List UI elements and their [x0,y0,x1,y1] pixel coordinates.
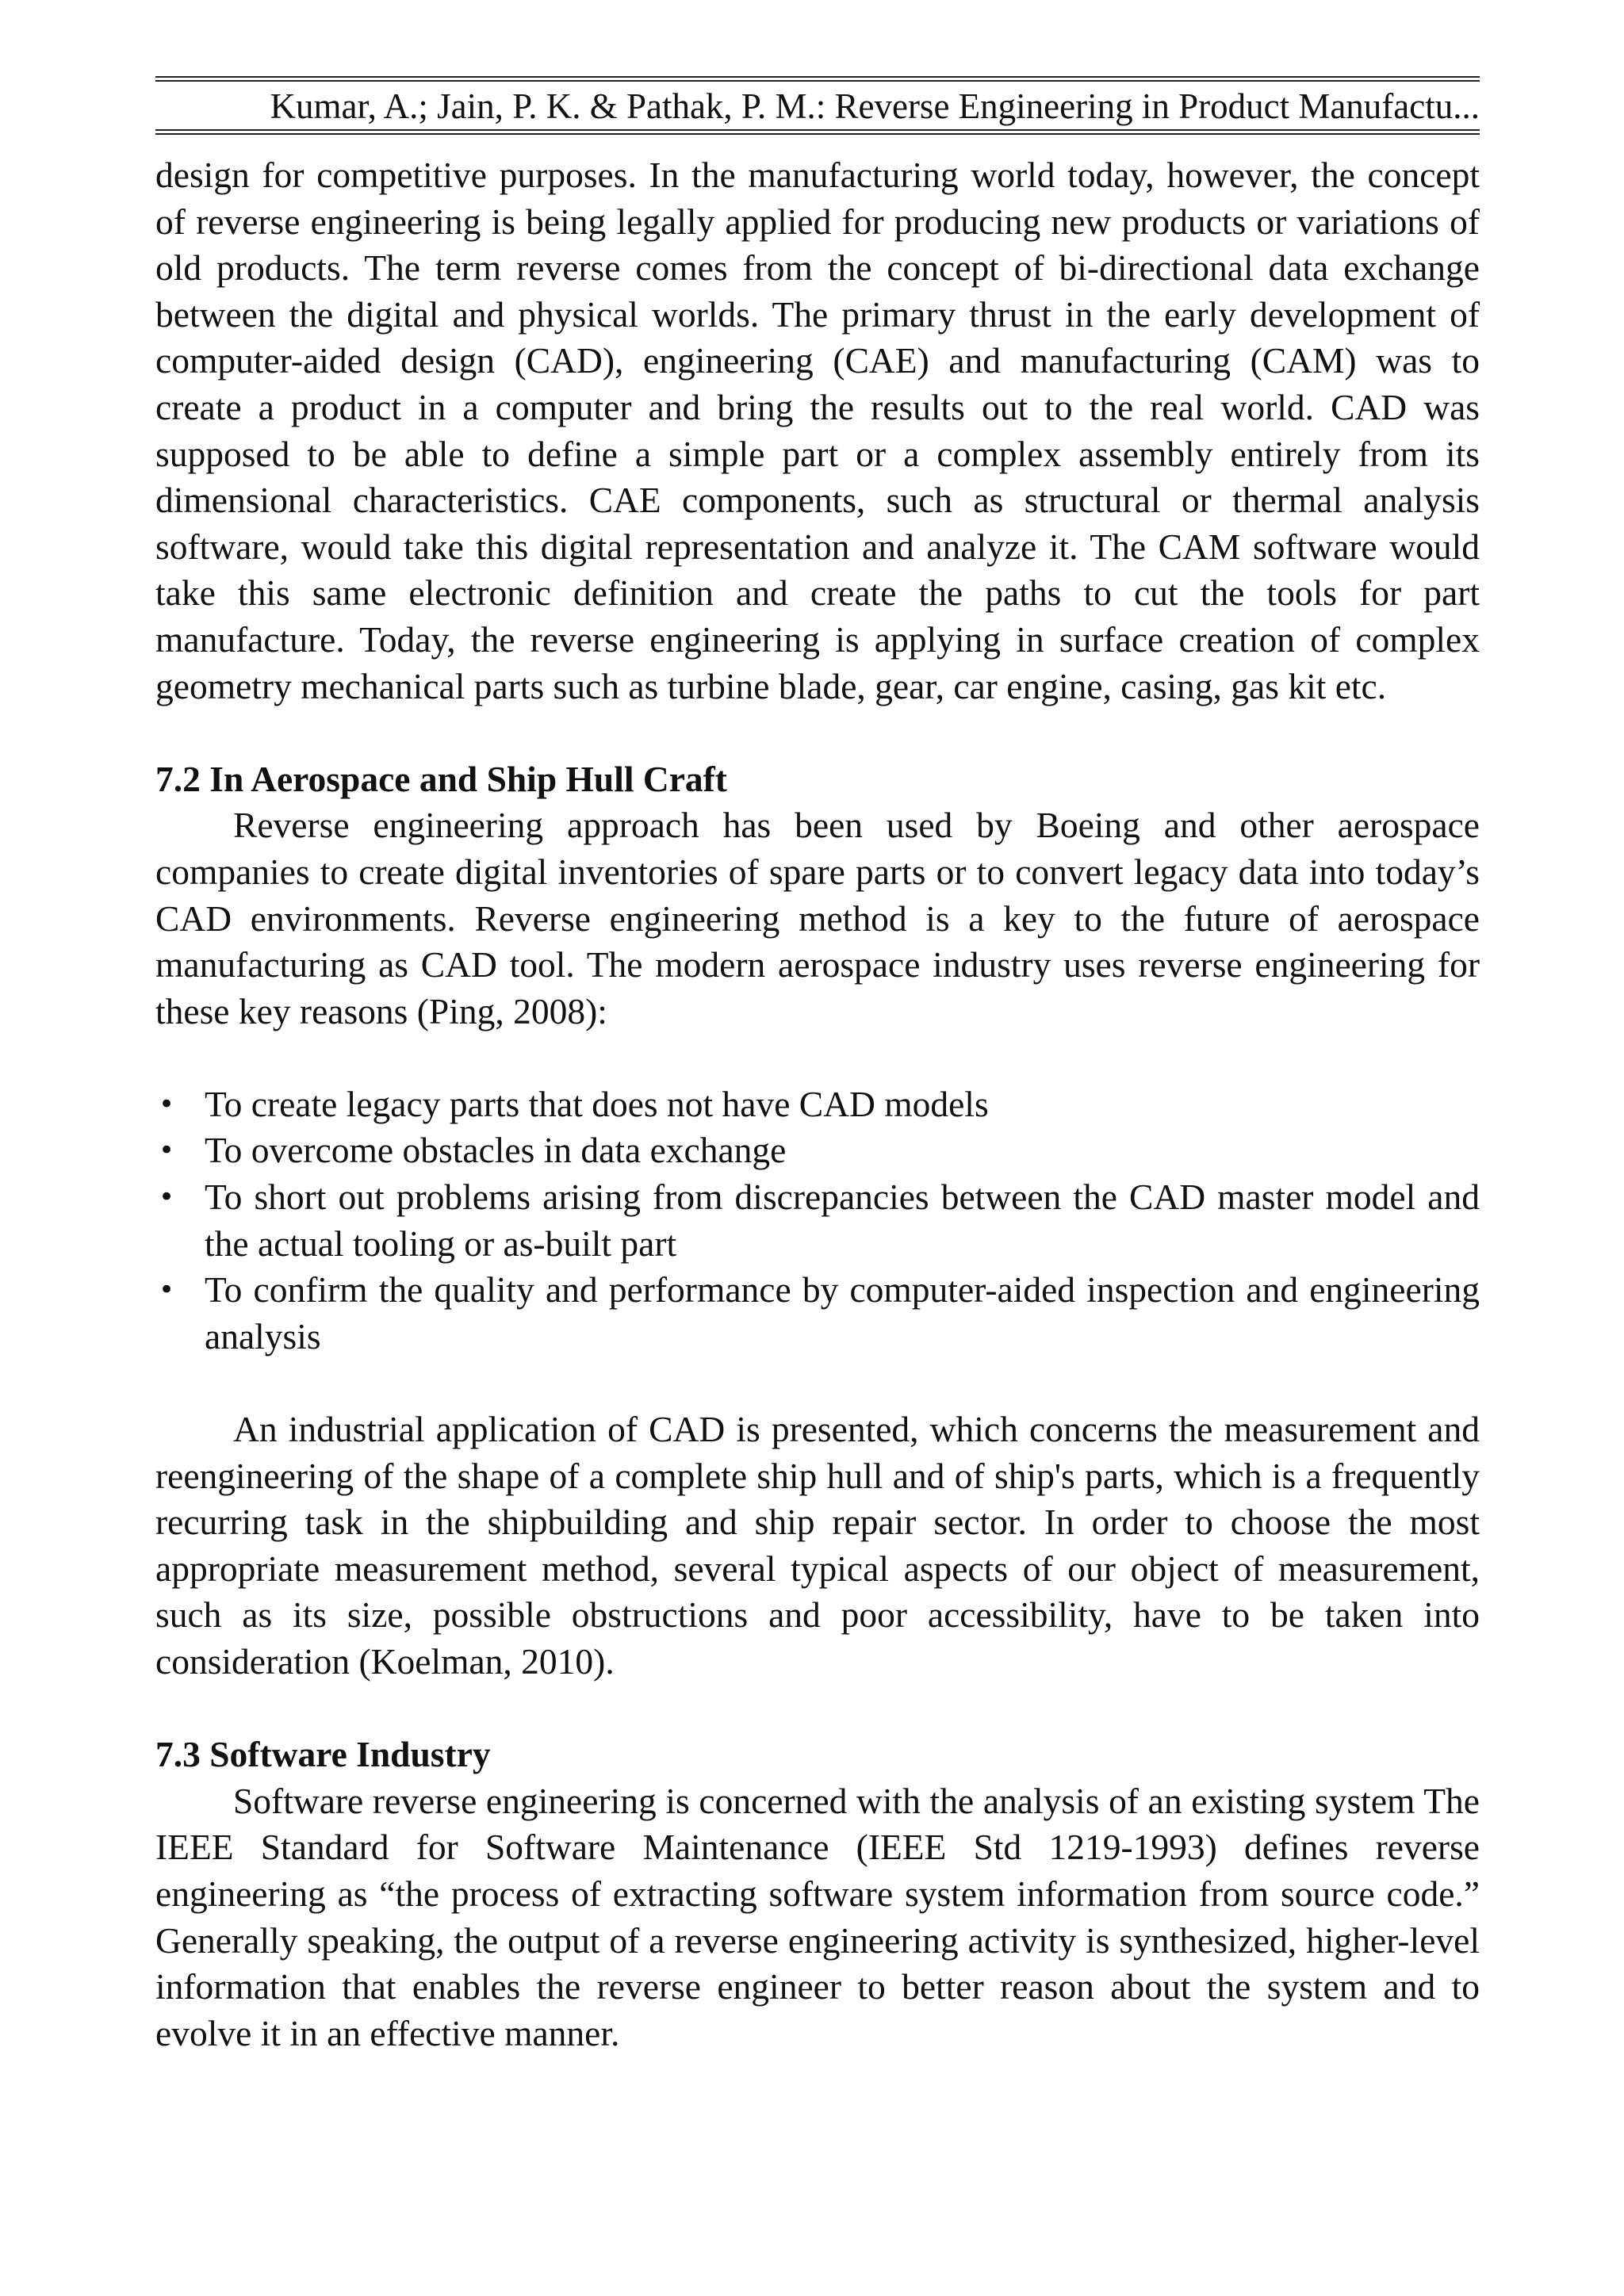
bullet-item [155,1081,1480,1128]
reasons-bullet-list [155,1081,1480,1360]
bullet-text: To create legacy parts that does not have CAD models [205,1083,989,1124]
section-7-2-paragraph-2: An industrial application of CAD is presented, which concerns the measurement and reengineering of the shape of a complete ship hull and of ship's parts, which is a frequently recurring task in the shipbuilding and ship repair sector. In order to choose the most appropriate measurement method, several typical aspects of our object of measurement, such as its size, possible obstructions and poor accessibility, have to be taken into consideration (Koelman, 2010). [155,1409,1480,1682]
bullet-item [155,1267,1480,1360]
header-rule-top [155,76,1480,78]
intro-paragraph: design for competitive purposes. In the manufacturing world today, however, the concept of reverse engineering is being legally applied for producing new products or variations of old products. The term reverse comes from the concept of bi-directional data exchange between the digital and physical worlds. The primary thrust in the early development of computer-aided design (CAD), engineering (CAE) and manufacturing (CAM) was to create a product in a computer and bring the results out to the real world. CAD was supposed to be able to define a simple part or a complex assembly entirely from its dimensional characteristics. CAE components, such as structural or thermal analysis software, would take this digital representation and analyze it. The CAM software would take this same electronic definition and create the paths to cut the tools for part manufacture. Today, the reverse engineering is applying in surface creation of complex geometry mechanical parts such as turbine blade, gear, car engine, casing, gas kit etc. [155,155,1480,706]
section-heading-7-2: 7.2 In Aerospace and Ship Hull Craft [155,758,727,799]
page-body [155,152,1480,2057]
section-7-3-paragraph-1: Software reverse engineering is concerned with the analysis of an existing system The IEEE Standard for Software Maintenance (IEEE Std 1219-1993) defines reverse engineering as “the process of extracting software system information from source code.” Generally speaking, the output of a reverse engineering activity is synthesized, higher-level information that enables the reverse engineer to better reason about the system and to evolve it in an effective manner. [155,1780,1480,2053]
bullet-icon: • [159,1181,175,1214]
section-7-2-paragraph-1: Reverse engineering approach has been used by Boeing and other aerospace companies to create digital inventories of spare parts or to convert legacy data into today’s CAD environments. Reverse engineering method is a key to the future of aerospace manufacturing as CAD tool. The modern aerospace industry uses reverse engineering for these key reasons (Ping, 2008): [155,805,1480,1031]
section-heading-7-3: 7.3 Software Industry [155,1734,491,1775]
spacer [155,1360,1480,1406]
header-rule-top-inner [155,80,1480,82]
bullet-item [155,1127,1480,1174]
running-header: Kumar, A.; Jain, P. K. & Pathak, P. M.: Reverse Engineering in Product Manufactu... [270,86,1480,126]
spacer [155,1686,1480,1732]
bullet-icon: • [159,1135,175,1167]
spacer [155,710,1480,756]
header-rule-bottom [155,129,1480,131]
bullet-text: To confirm the quality and performance by computer-aided inspection and engineering analysis [205,1269,1480,1357]
bullet-item [155,1174,1480,1267]
bullet-text: To short out problems arising from discrepancies between the CAD master model and the actual tooling or as-built part [205,1177,1480,1264]
bullet-icon: • [159,1274,175,1307]
spacer [155,1035,1480,1081]
header-rule-bottom-inner [155,133,1480,135]
bullet-icon: • [159,1088,175,1120]
bullet-text: To overcome obstacles in data exchange [205,1130,787,1171]
